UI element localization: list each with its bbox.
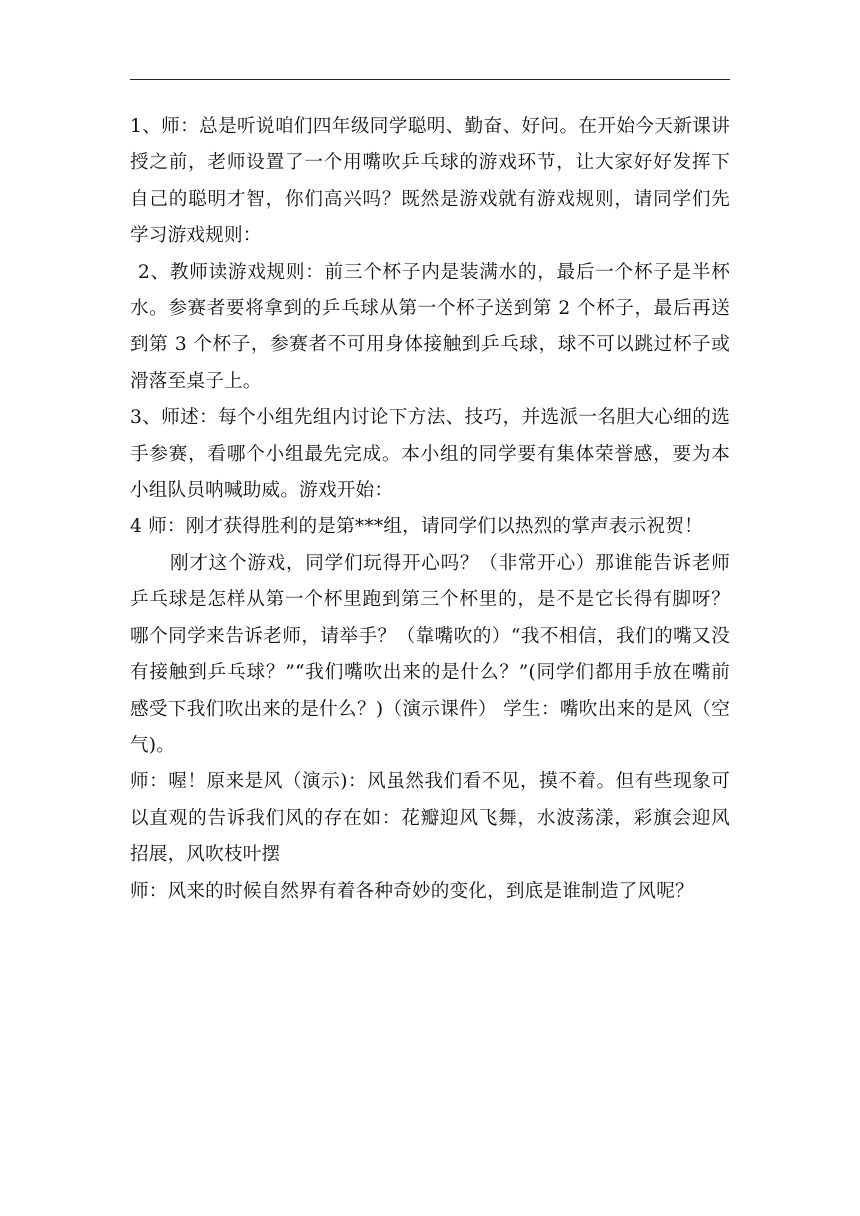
paragraph-6: 师：喔！原来是风（演示)：风虽然我们看不见，摸不着。但有些现象可以直观的告诉我们风的存在如：花瓣迎风飞舞，水波荡漾，彩旗会迎风招展，风吹枝叶摆 bbox=[130, 771, 730, 866]
paragraph-7: 师：风来的时候自然界有着各种奇妙的变化，到底是谁制造了风呢？ bbox=[130, 880, 694, 902]
paragraph-1: 1、师：总是听说咱们四年级同学聪明、勤奋、好问。在开始今天新课讲授之前，老师设置了一个用嘴吹乒乓球的游戏环节，让大家好好发挥下自己的聪明才智，你们高兴吗？既然是游戏就有游戏规则，请同学们先学习游戏规则： bbox=[130, 116, 730, 247]
paragraph-4: 4 师：刚才获得胜利的是第***组，请同学们以热烈的掌声表示祝贺！ bbox=[130, 516, 703, 538]
body-text bbox=[130, 109, 730, 910]
paragraph-5: 刚才这个游戏，同学们玩得开心吗？（非常开心）那谁能告诉老师乒乓球是怎样从第一个杯里跑到第三个杯里的，是不是它长得有脚呀？哪个同学来告诉老师，请举手？（靠嘴吹的）“我不相信，我们的嘴又没有接触到乒乓球？”“我们嘴吹出来的是什么？”(同学们都用手放在嘴前感受下我们吹出来的是什么？)（演示课件） 学生：嘴吹出来的是风（空气)。 bbox=[130, 552, 730, 756]
header-rule bbox=[130, 79, 730, 80]
paragraph-3: 3、师述：每个小组先组内讨论下方法、技巧，并选派一名胆大心细的选手参赛，看哪个小组最先完成。本小组的同学要有集体荣誉感，要为本小组队员呐喊助威。游戏开始： bbox=[130, 407, 730, 502]
paragraph-2: 2、教师读游戏规则：前三个杯子内是装满水的，最后一个杯子是半杯水。参赛者要将拿到的乒乓球从第一个杯子送到第 2 个杯子，最后再送到第 3 个杯子，参赛者不可用身体接触到乒乓球，球不可以跳过杯子或滑落至桌子上。 bbox=[130, 261, 730, 392]
